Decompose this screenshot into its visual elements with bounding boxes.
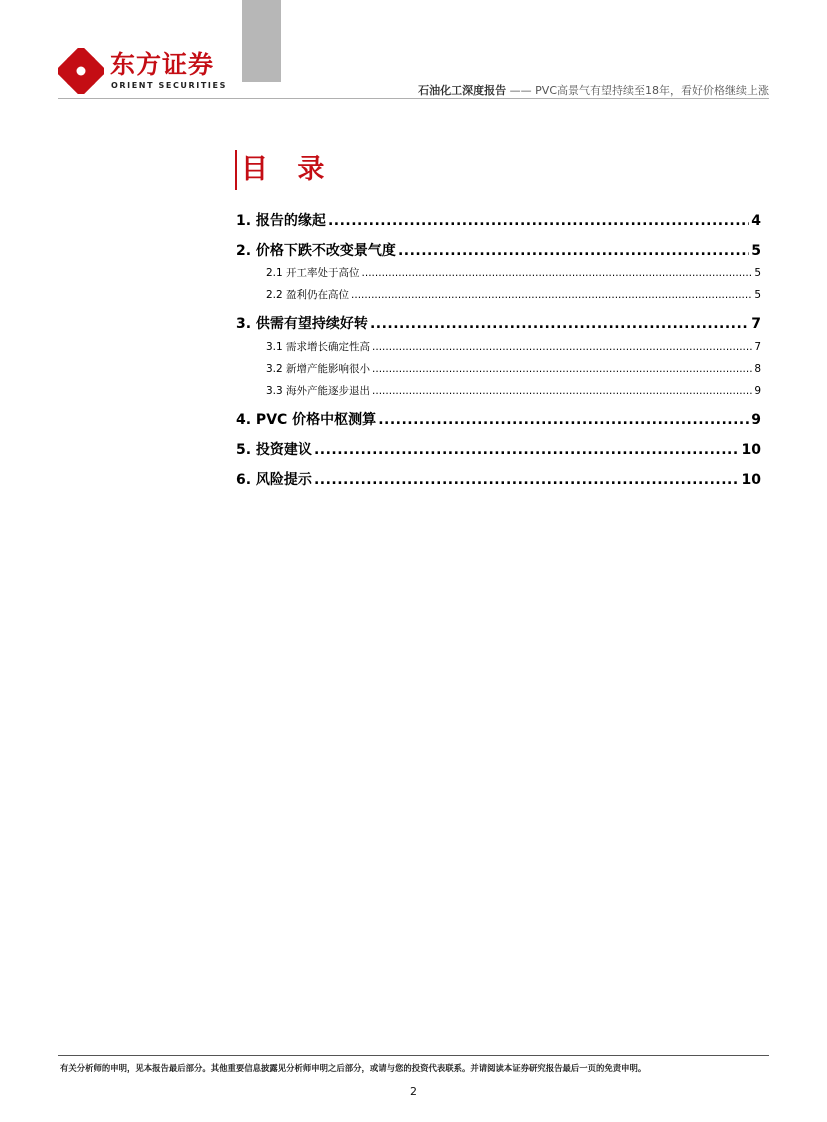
toc-entry-page: 10 bbox=[741, 442, 761, 458]
toc-entry-page: 7 bbox=[751, 316, 761, 332]
toc-entry-label: 3. 供需有望持续好转 bbox=[236, 316, 368, 332]
toc-entry-page: 8 bbox=[754, 363, 761, 375]
header-gray-tab bbox=[242, 0, 281, 82]
toc-entry-page: 4 bbox=[751, 213, 761, 229]
report-type: 石油化工深度报告 bbox=[418, 84, 507, 97]
toc-entry-label: 3.3 海外产能逐步退出 bbox=[266, 385, 371, 397]
toc-entry-label: 6. 风险提示 bbox=[236, 472, 312, 488]
company-logo bbox=[58, 48, 228, 94]
toc-leader-dots bbox=[351, 289, 752, 301]
report-header-title bbox=[418, 82, 769, 98]
toc-entry-page: 7 bbox=[754, 341, 761, 353]
header-separator: —— bbox=[509, 84, 532, 97]
page-number: 2 bbox=[410, 1085, 417, 1098]
toc-leader-dots bbox=[372, 385, 752, 397]
toc-entry-label: 2.2 盈利仍在高位 bbox=[266, 289, 350, 301]
toc-entry[interactable] bbox=[236, 210, 761, 232]
toc-leader-dots bbox=[314, 442, 740, 458]
toc-entry[interactable] bbox=[236, 313, 761, 335]
report-title: PVC高景气有望持续至18年，看好价格继续上涨 bbox=[535, 84, 769, 97]
toc-entry[interactable] bbox=[236, 469, 761, 491]
toc-entry-page: 5 bbox=[754, 267, 761, 279]
toc-leader-dots bbox=[314, 472, 740, 488]
orient-logo-icon bbox=[58, 48, 104, 94]
toc-entry-label: 2.1 开工率处于高位 bbox=[266, 267, 360, 279]
toc-entry-label: 4. PVC 价格中枢测算 bbox=[236, 412, 377, 428]
toc-entry-label: 1. 报告的缘起 bbox=[236, 213, 326, 229]
toc-subentry[interactable] bbox=[236, 361, 761, 379]
toc-entry[interactable] bbox=[236, 409, 761, 431]
toc-subentry[interactable] bbox=[236, 339, 761, 357]
header-divider bbox=[58, 98, 769, 99]
toc-entry-label: 5. 投资建议 bbox=[236, 442, 312, 458]
toc-leader-dots bbox=[328, 213, 749, 229]
toc-leader-dots bbox=[372, 363, 752, 375]
toc-entry[interactable] bbox=[236, 439, 761, 461]
toc-entry-label: 3.2 新增产能影响很小 bbox=[266, 363, 371, 375]
toc-subentry[interactable] bbox=[236, 265, 761, 283]
footer-divider bbox=[58, 1055, 769, 1056]
toc-entry-page: 5 bbox=[754, 289, 761, 301]
toc-entry-page: 9 bbox=[751, 412, 761, 428]
toc-entry-page: 5 bbox=[751, 243, 761, 259]
logo-chinese-name: 东方证券 bbox=[110, 50, 215, 79]
toc-subentry[interactable] bbox=[236, 383, 761, 401]
toc-leader-dots bbox=[378, 412, 749, 428]
toc-entry-page: 9 bbox=[754, 385, 761, 397]
toc-leader-dots bbox=[370, 316, 749, 332]
toc-entry-label: 2. 价格下跌不改变景气度 bbox=[236, 243, 396, 259]
logo-english-name: ORIENT SECURITIES bbox=[111, 81, 227, 90]
toc-entry-label: 3.1 需求增长确定性高 bbox=[266, 341, 371, 353]
toc-leader-dots bbox=[362, 267, 753, 279]
toc-subentry[interactable] bbox=[236, 287, 761, 305]
toc-entry[interactable] bbox=[236, 240, 761, 262]
toc-heading: 目 录 bbox=[235, 150, 334, 190]
toc-leader-dots bbox=[398, 243, 749, 259]
toc-leader-dots bbox=[372, 341, 752, 353]
toc-entry-page: 10 bbox=[741, 472, 761, 488]
footer-disclaimer: 有关分析师的申明，见本报告最后部分。其他重要信息披露见分析师申明之后部分，或请与您的投资代表联系。并请阅读本证券研究报告最后一页的免责申明。 bbox=[60, 1063, 647, 1073]
